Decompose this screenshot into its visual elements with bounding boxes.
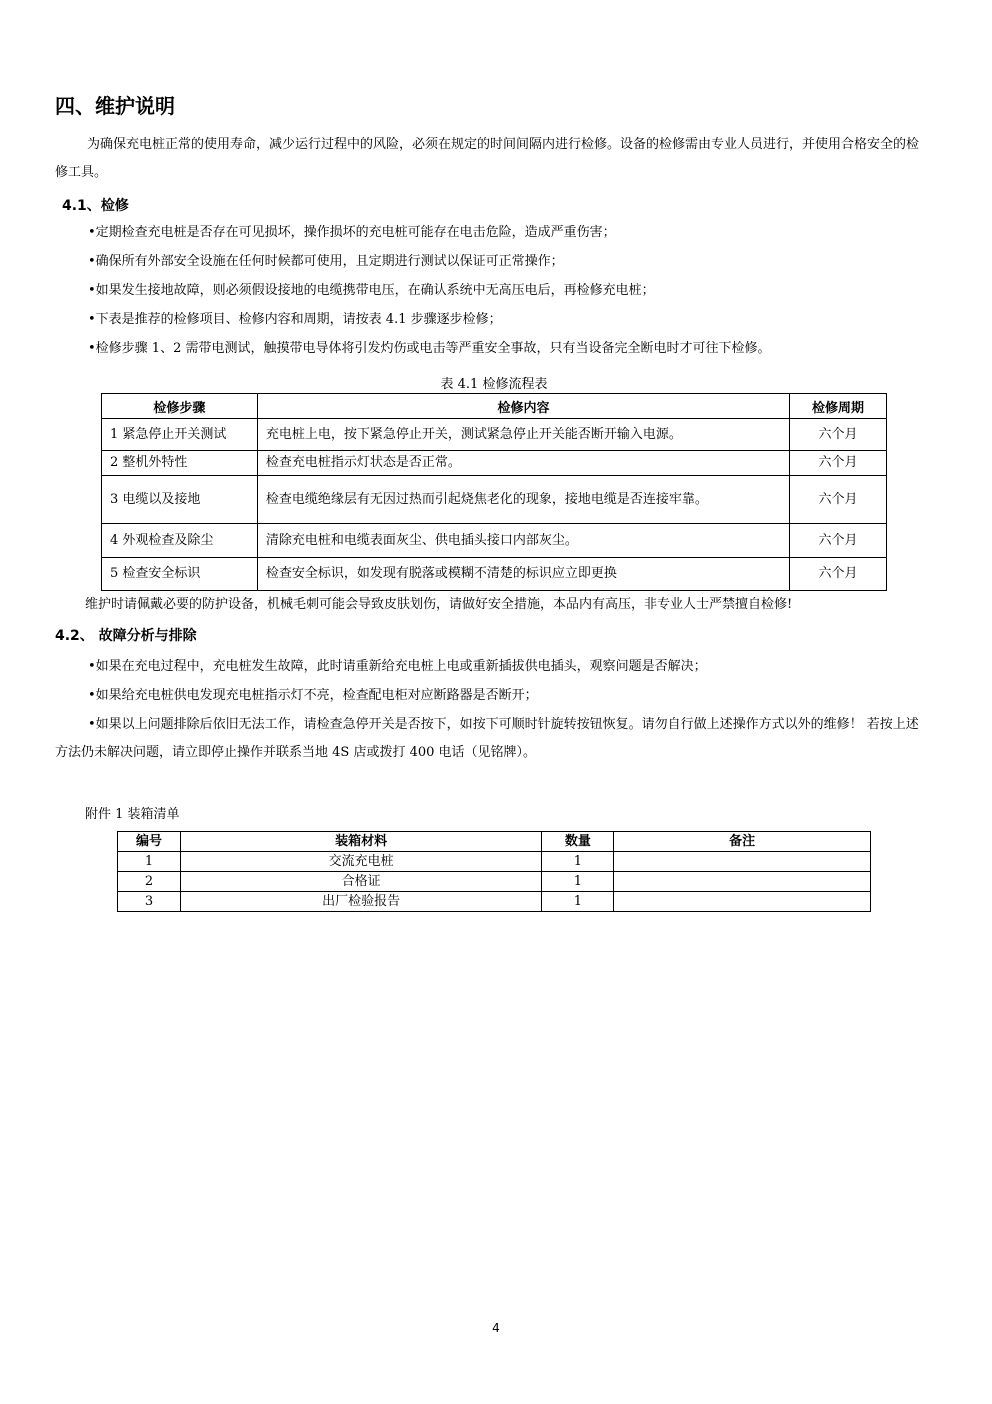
bullet-item: •如果给充电桩供电发现充电桩指示灯不亮，检查配电柜对应断路器是否断开；: [88, 688, 538, 703]
table-header: 检修步骤: [102, 394, 258, 419]
number-cell: 3: [118, 892, 181, 912]
table-row: [118, 892, 871, 912]
table-row: [102, 524, 887, 558]
step-cell: 3 电缆以及接地: [102, 476, 258, 524]
step-cell: 5 检查安全标识: [102, 558, 258, 591]
bullet-item: •下表是推荐的检修项目、检修内容和周期，请按表 4.1 步骤逐步检修；: [88, 312, 502, 327]
content-cell: 清除充电桩和电缆表面灰尘、供电插头接口内部灰尘。: [257, 524, 789, 558]
table-header: 备注: [614, 832, 871, 852]
item-cell: 出厂检验报告: [180, 892, 541, 912]
period-cell: 六个月: [790, 524, 887, 558]
table-header: 编号: [118, 832, 181, 852]
table-header-row: [118, 832, 871, 852]
note-cell: [614, 852, 871, 872]
table-caption: 表 4.1 检修流程表: [440, 377, 548, 392]
bullet-item: •如果以上问题排除后依旧无法工作，请检查急停开关是否按下，如按下可顺时针旋转按钮恢复。请勿自行做上述操作方式以外的维修！ 若按上述方法仍未解决问题，请立即停止操作并联系当地 4S 店或拨打 400 电话（见铭牌）。: [55, 717, 919, 760]
bullet-item: •如果发生接地故障，则必须假设接地的电缆携带电压，在确认系统中无高压电后，再检修充电桩；: [88, 283, 655, 298]
table-row: [102, 558, 887, 591]
bullet-item: •定期检查充电桩是否存在可见损坏，操作损坏的充电桩可能存在电击危险，造成严重伤害；: [88, 225, 616, 240]
packing-list-table: [117, 831, 871, 912]
page-number: 4: [492, 1321, 500, 1335]
table-row: [102, 451, 887, 476]
note-cell: [614, 872, 871, 892]
quantity-cell: 1: [542, 872, 614, 892]
table-header: 装箱材料: [180, 832, 541, 852]
table-row: [118, 852, 871, 872]
step-cell: 1 紧急停止开关测试: [102, 419, 258, 451]
content-cell: 检查电缆绝缘层有无因过热而引起烧焦老化的现象，接地电缆是否连接牢靠。: [257, 476, 789, 524]
bullet-item: •确保所有外部安全设施在任何时候都可使用，且定期进行测试以保证可正常操作；: [88, 254, 564, 269]
number-cell: 1: [118, 852, 181, 872]
bullet-item: •检修步骤 1、2 需带电测试，触摸带电导体将引发灼伤或电击等严重安全事故，只有当设备完全断电时才可往下检修。: [88, 341, 771, 356]
table-row: [102, 476, 887, 524]
table-header: 检修周期: [790, 394, 887, 419]
period-cell: 六个月: [790, 476, 887, 524]
period-cell: 六个月: [790, 451, 887, 476]
quantity-cell: 1: [542, 892, 614, 912]
safety-warning: 维护时请佩戴必要的防护设备，机械毛刺可能会导致皮肤划伤，请做好安全措施，本品内有高压，非专业人士严禁擅自检修!: [85, 597, 793, 612]
table-header-row: [102, 394, 887, 419]
quantity-cell: 1: [542, 852, 614, 872]
table-row: [118, 872, 871, 892]
content-cell: 充电桩上电，按下紧急停止开关，测试紧急停止开关能否断开输入电源。: [257, 419, 789, 451]
section-4-1-heading: 4.1、检修: [62, 198, 129, 214]
content-cell: 检查充电桩指示灯状态是否正常。: [257, 451, 789, 476]
table-header: 检修内容: [257, 394, 789, 419]
period-cell: 六个月: [790, 419, 887, 451]
maintenance-table: [101, 393, 887, 591]
content-cell: 检查安全标识，如发现有脱落或模糊不清楚的标识应立即更换: [257, 558, 789, 591]
note-cell: [614, 892, 871, 912]
section-4-2-heading: 4.2、 故障分析与排除: [55, 628, 197, 644]
table-header: 数量: [542, 832, 614, 852]
table-row: [102, 419, 887, 451]
period-cell: 六个月: [790, 558, 887, 591]
item-cell: 交流充电桩: [180, 852, 541, 872]
item-cell: 合格证: [180, 872, 541, 892]
page-title: 四、维护说明: [55, 94, 175, 118]
bullet-item: •如果在充电过程中，充电桩发生故障，此时请重新给充电桩上电或重新插拔供电插头，观察问题是否解决；: [88, 659, 707, 674]
step-cell: 2 整机外特性: [102, 451, 258, 476]
appendix-title: 附件 1 装箱清单: [85, 807, 180, 822]
intro-paragraph: 为确保充电桩正常的使用寿命，减少运行过程中的风险，必须在规定的时间间隔内进行检修。设备的检修需由专业人员进行，并使用合格安全的检修工具。: [55, 137, 920, 180]
step-cell: 4 外观检查及除尘: [102, 524, 258, 558]
number-cell: 2: [118, 872, 181, 892]
